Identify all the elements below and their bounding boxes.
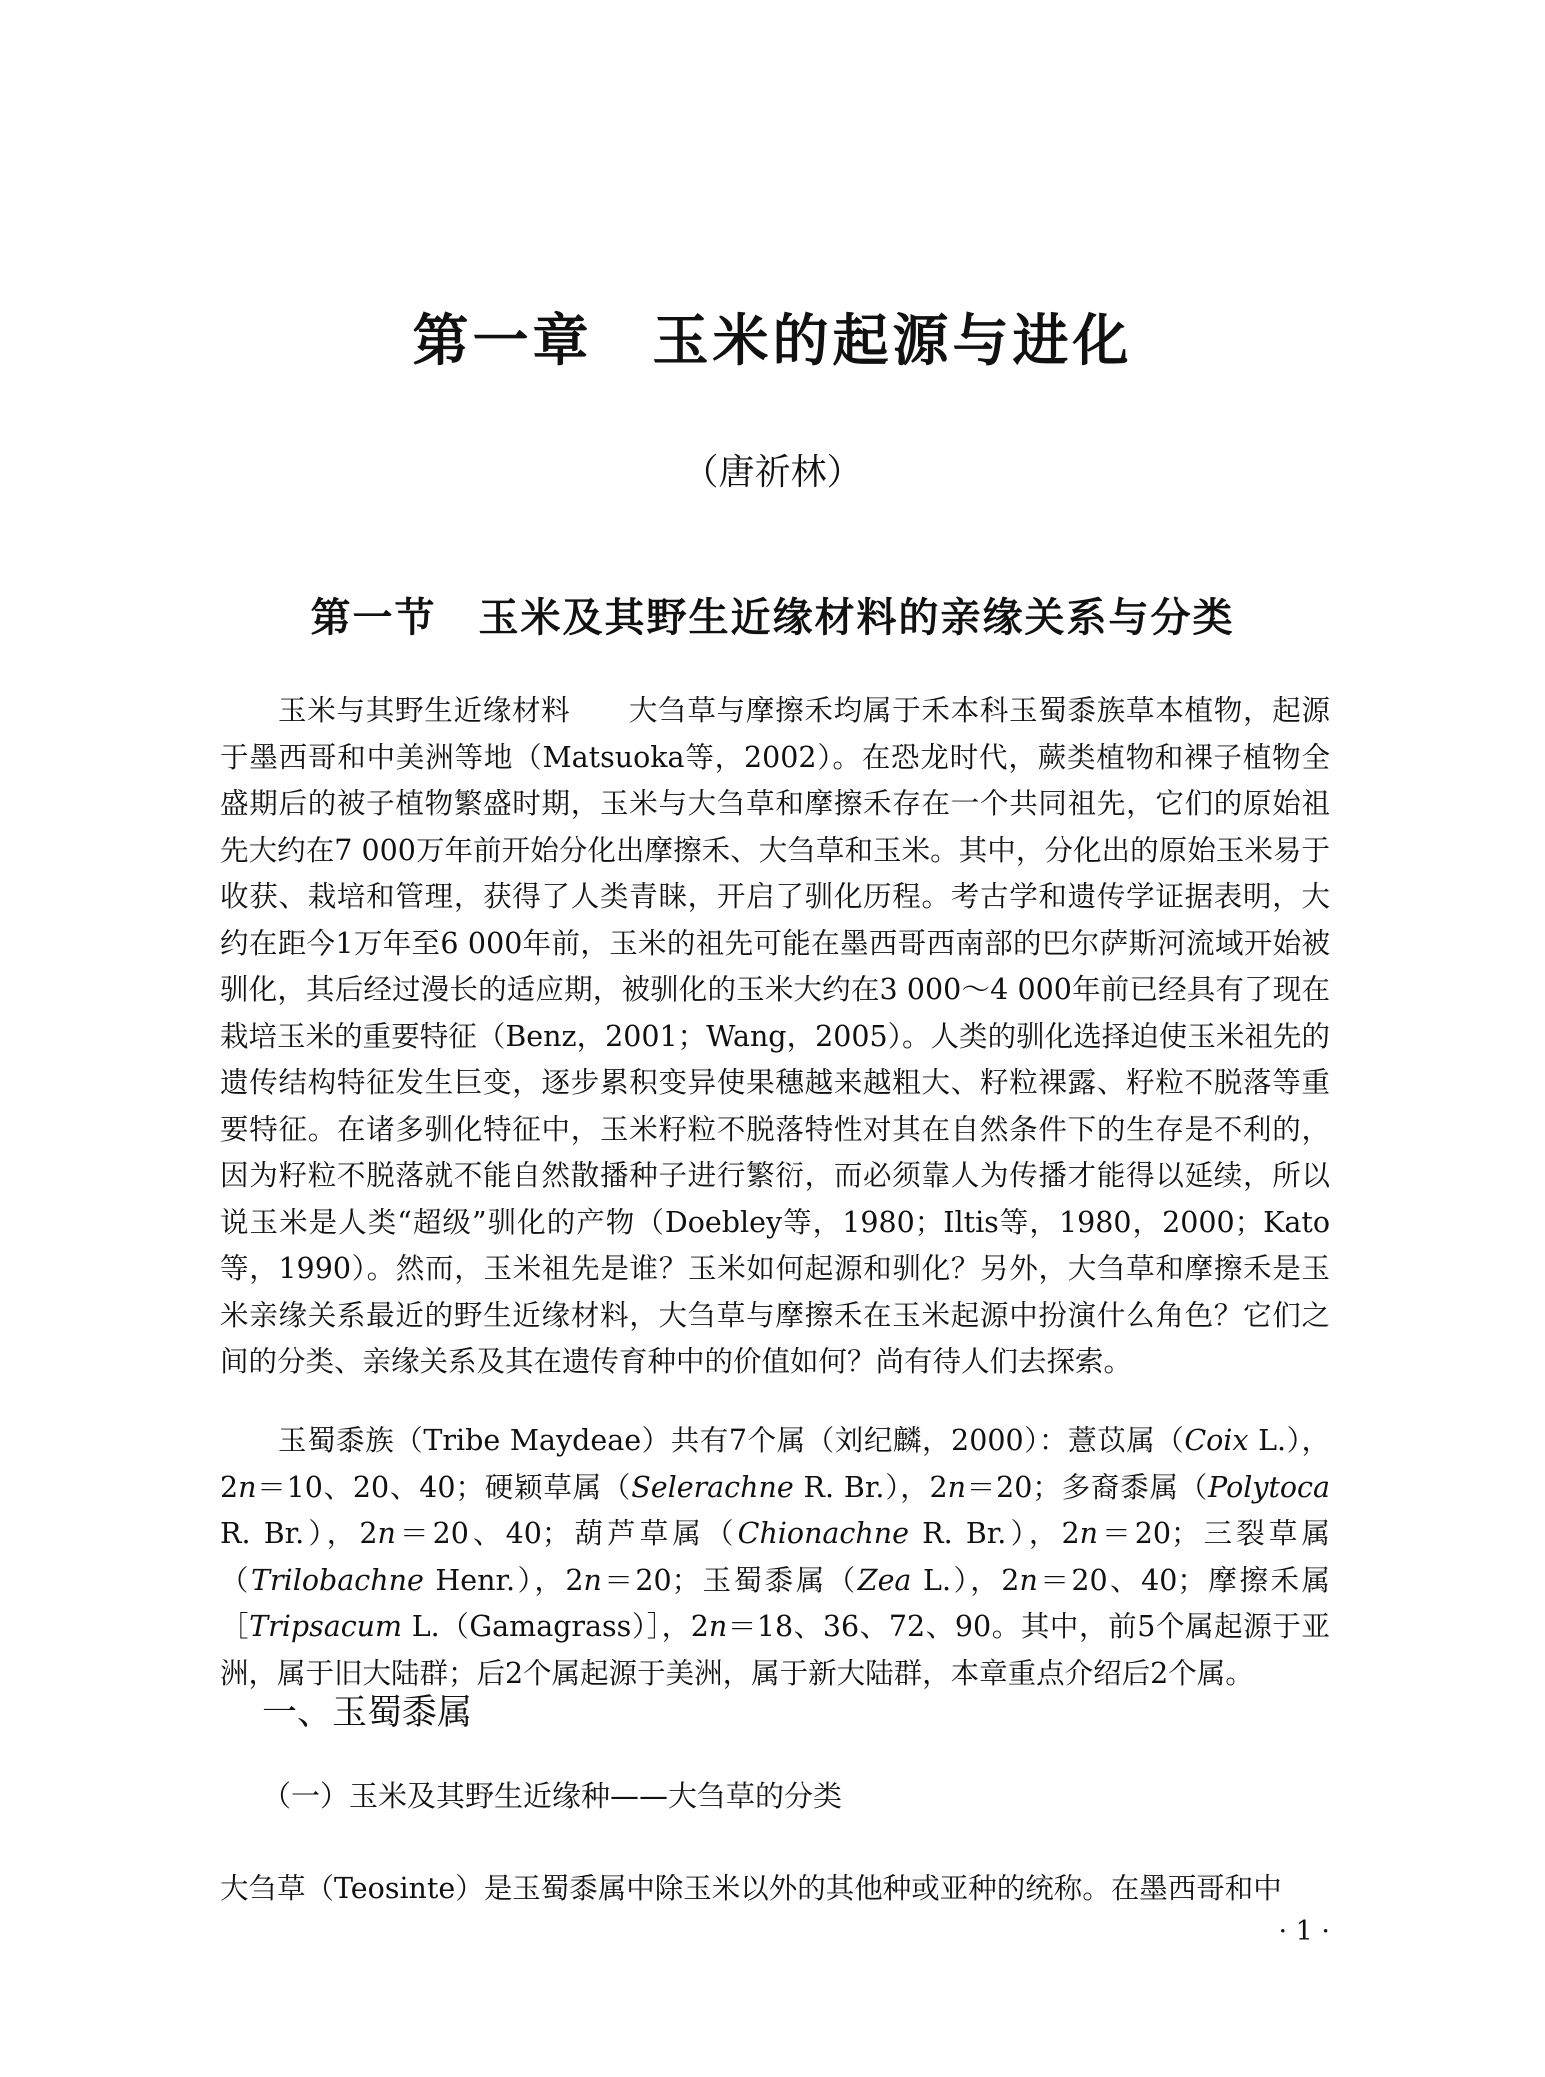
chromosome-n: n <box>947 1470 967 1504</box>
chromosome-n: n <box>1019 1563 1038 1597</box>
body-paragraph-2 <box>220 1418 1330 1697</box>
paragraph-text: R. Br.），2 <box>220 1517 378 1550</box>
author-name: （唐祈林） <box>682 452 863 493</box>
paragraph-text: R. Br.），2 <box>908 1517 1080 1550</box>
body-paragraph-3: 大刍草（Teosinte）是玉蜀黍属中除玉米以外的其他种或亚种的统称。在墨西哥和中 <box>220 1872 1282 1905</box>
genus-name: Zea <box>857 1563 912 1597</box>
genus-name: Chionachne <box>737 1517 909 1550</box>
chromosome-n: n <box>377 1517 396 1550</box>
subsection-heading: 一、玉蜀黍属 <box>262 1693 473 1733</box>
chapter-title: 第一章 玉米的起源与进化 <box>412 309 1133 374</box>
subsubsection-heading: （一）玉米及其野生近缘种——大刍草的分类 <box>262 1779 843 1813</box>
section-title: 第一节 玉米及其野生近缘材料的亲缘关系与分类 <box>310 594 1235 641</box>
paragraph-text: R. Br.），2 <box>793 1470 948 1504</box>
chromosome-n: n <box>708 1610 728 1643</box>
body-paragraph-1: 玉米与其野生近缘材料 大刍草与摩擦禾均属于禾本科玉蜀黍族草本植物，起源于墨西哥和中美洲等地（Matsuoka等，2002）。在恐龙时代，蕨类植物和裸子植物全盛期后的被子植物繁盛时期，玉米与大刍草和摩擦禾存在一个共同祖先，它们的原始祖先大约在7 000万年前开始分化出摩擦禾、大刍草和玉米。其中，分化出的原始玉米易于收获、栽培和管理，获得了人类青睐，开启了驯化历程。考古学和遗传学证据表明，大约在距今1万年至6 000年前，玉米的祖先可能在墨西哥西南部的巴尔萨斯河流域开始被驯化，其后经过漫长的适应期，被驯化的玉米大约在3 000～4 000年前已经具有了现在栽培玉米的重要特征（Benz，2001；Wang，2005）。人类的驯化选择迫使玉米祖先的遗传结构特征发生巨变，逐步累积变异使果穗越来越粗大、籽粒裸露、籽粒不脱落等重要特征。在诸多驯化特征中，玉米籽粒不脱落特性对其在自然条件下的生存是不利的，因为籽粒不脱落就不能自然散播种子进行繁衍，而必须靠人为传播才能得以延续，所以说玉米是人类“超级”驯化的产物（Doebley等，1980；Iltis等，1980，2000；Kato等，1990）。然而，玉米祖先是谁？玉米如何起源和驯化？另外，大刍草和摩擦禾是玉米亲缘关系最近的野生近缘材料，大刍草与摩擦禾在玉米起源中扮演什么角色？它们之间的分类、亲缘关系及其在遗传育种中的价值如何？尚有待人们去探索。 <box>220 694 1330 1378</box>
paragraph-text: ＝20；多裔黍属（ <box>966 1470 1209 1504</box>
paragraph-text: L.），2 <box>911 1563 1020 1597</box>
paragraph-text: ＝10、20、40；硬颖草属（ <box>256 1470 632 1504</box>
genus-name: Trilobachne <box>251 1563 424 1597</box>
genus-name: Polytoca <box>1208 1470 1331 1504</box>
paragraph-text: ＝20、40；葫芦草属（ <box>395 1517 738 1550</box>
genus-name: Selerachne <box>631 1470 794 1504</box>
chromosome-n: n <box>1079 1517 1098 1550</box>
paragraph-text: ＝20；玉蜀黍属（ <box>601 1563 858 1597</box>
paragraph-text: Henr.），2 <box>423 1563 584 1597</box>
chromosome-n: n <box>583 1563 602 1597</box>
paragraph-text: L.（Gamagrass）］，2 <box>402 1610 709 1643</box>
paragraph-text: 玉蜀黍族（Tribe Maydeae）共有7个属（刘纪麟，2000）：薏苡属（ <box>278 1424 1185 1457</box>
paragraph-text: ＝20；三裂草属（ <box>220 1517 1331 1597</box>
paragraph-text: L.），2 <box>220 1424 1331 1504</box>
chromosome-n: n <box>238 1470 257 1504</box>
paragraph-text: ＝20、40；摩擦禾属［ <box>220 1563 1330 1643</box>
genus-name: Tripsacum <box>249 1610 403 1643</box>
genus-name: Coix <box>1184 1424 1249 1457</box>
paragraph-text: ＝18、36、72、90。其中，前5个属起源于亚洲，属于旧大陆群；后2个属起源于美洲，属于新大陆群，本章重点介绍后2个属。 <box>220 1610 1330 1690</box>
page-number: · 1 · <box>1278 1916 1330 1947</box>
